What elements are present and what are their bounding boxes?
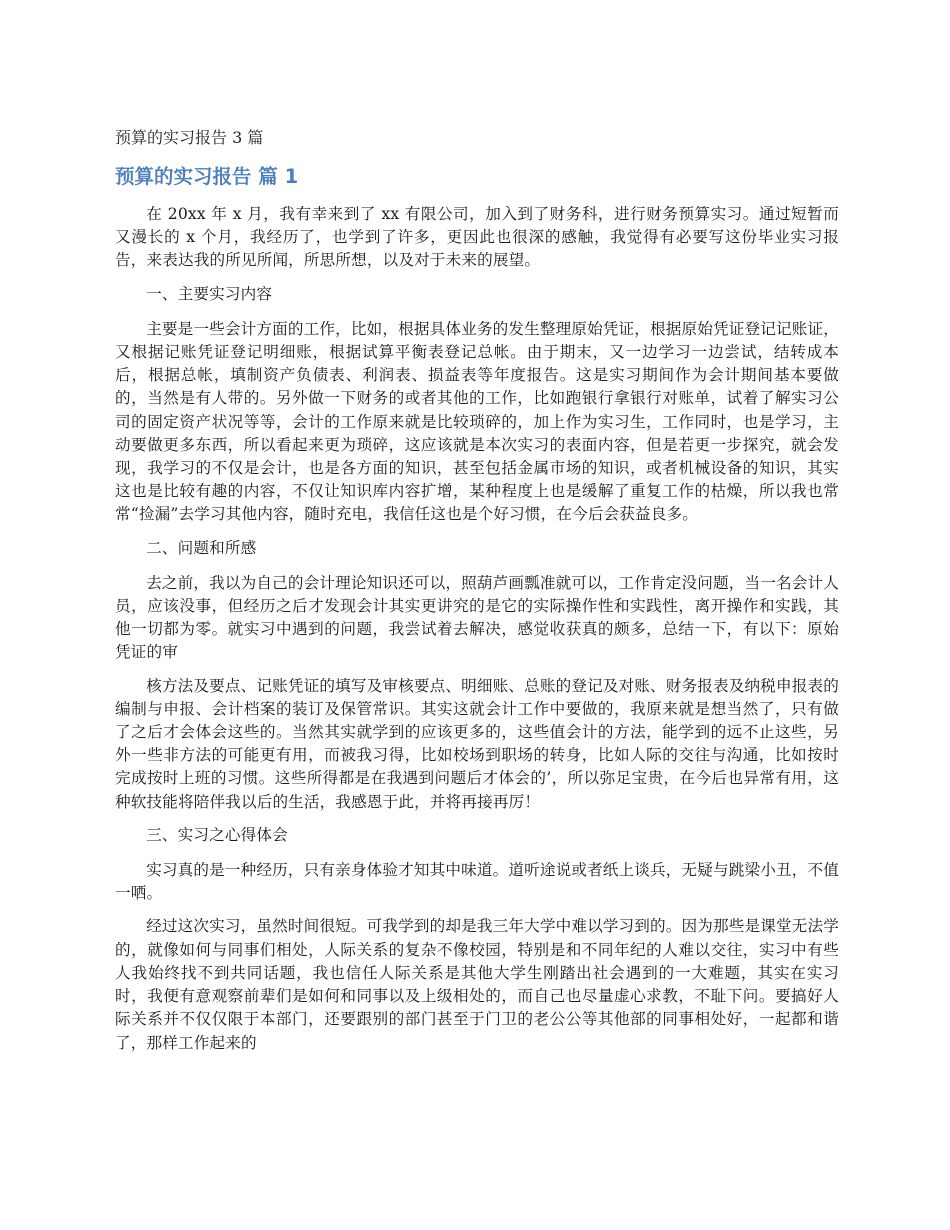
paragraph-audit-methods: 核方法及要点、记账凭证的填写及审核要点、明细账、总账的登记及对账、财务报表及纳税申报表的编制与申报、会计档案的装订及保管常识。其实这就会计工作中要做的，我原来就是想当然了，只有做了之后才会体会这些的。当然其实就学到的应该更多的，这些值会计的方法，能学到的远不止这些，另外一些非方法的可能更有用，而被我习得，比如校场到职场的转身，比如人际的交往与沟通，比如按时完成按时上班的习惯。这些所得都是在我遇到问题后才体会的’，所以弥足宝贵，在今后也异常有用，这种软技能将陪伴我以后的生活，我感恩于此，并将再接再厉！ <box>115 676 839 811</box>
paragraph-experience: 实习真的是一种经历，只有亲身体验才知其中味道。道听途说或者纸上谈兵，无疑与跳梁小丑，不值一哂。 <box>115 861 839 903</box>
subheading-main-content: 一、主要实习内容 <box>146 284 273 303</box>
paragraph-main-content: 主要是一些会计方面的工作，比如，根据具体业务的发生整理原始凭证，根据原始凭证登记记账证，又根据记账凭证登记明细账，根据试算平衡表登记总帐。由于期末，又一边学习一边尝试，结转成本后，根据总帐，填制资产负债表、利润表、损益表等年度报告。这是实习期间作为会计期间基本要做的，当然是有人带的。另外做一下财务的或者其他的工作，比如跑银行拿银行对账单，试着了解实习公司的固定资产状况等等，会计的工作原来就是比较琐碎的，加上作为实习生，工作同时，也是学习，主动要做更多东西，所以看起来更为琐碎，这应该就是本次实习的表面内容，但是若更一步探究，就会发现，我学习的不仅是会计，也是各方面的知识，甚至包括金属市场的知识，或者机械设备的知识，其实这也是比较有趣的内容，不仅让知识库内容扩增，某种程度上也是缓解了重复工作的枯燥，所以我也常常“捡漏”去学习其他内容，随时充电，我信任这也是个好习惯，在今后会获益良多。 <box>115 319 839 524</box>
section-heading: 预算的实习报告 篇 1 <box>115 165 299 188</box>
subheading-reflections: 三、实习之心得体会 <box>146 825 288 844</box>
paragraph-intro: 在 20xx 年 x 月，我有幸来到了 xx 有限公司，加入到了财务科，进行财务预算实习。通过短暂而又漫长的 x 个月，我经历了，也学到了许多，更因此也很深的感触，我觉得有必要写这份毕业实习报告，来表达我的所见所闻，所思所想，以及对于未来的展望。 <box>115 205 839 270</box>
paragraph-problems: 去之前，我以为自己的会计理论知识还可以，照葫芦画瓢准就可以，工作肯定没问题，当一名会计人员，应该没事，但经历之后才发现会计其实更讲究的是它的实际操作性和实践性，离开操作和实践，其他一切都为零。就实习中遇到的问题，我尝试着去解决，感觉收获真的颇多，总结一下，有以下：原始凭证的审 <box>115 573 839 662</box>
document-title: 预算的实习报告 3 篇 <box>115 128 264 147</box>
subheading-problems: 二、问题和所感 <box>146 538 257 557</box>
paragraph-relationships: 经过这次实习，虽然时间很短。可我学到的却是我三年大学中难以学习到的。因为那些是课堂无法学的，就像如何与同事们相处，人际关系的复杂不像校园，特别是和不同年纪的人难以交往，实习中有些人我始终找不到共同话题，我也信任人际关系是其他大学生刚踏出社会遇到的一大难题，其实在实习时，我便有意观察前辈们是如何和同事以及上级相处的，而自己也尽量虚心求教，不耻下问。要搞好人际关系并不仅仅限于本部门，还要跟别的部门甚至于门卫的老公公等其他部的同事相处好，一起都和谐了，那样工作起来的 <box>115 917 839 1052</box>
document-body <box>115 203 839 1065</box>
